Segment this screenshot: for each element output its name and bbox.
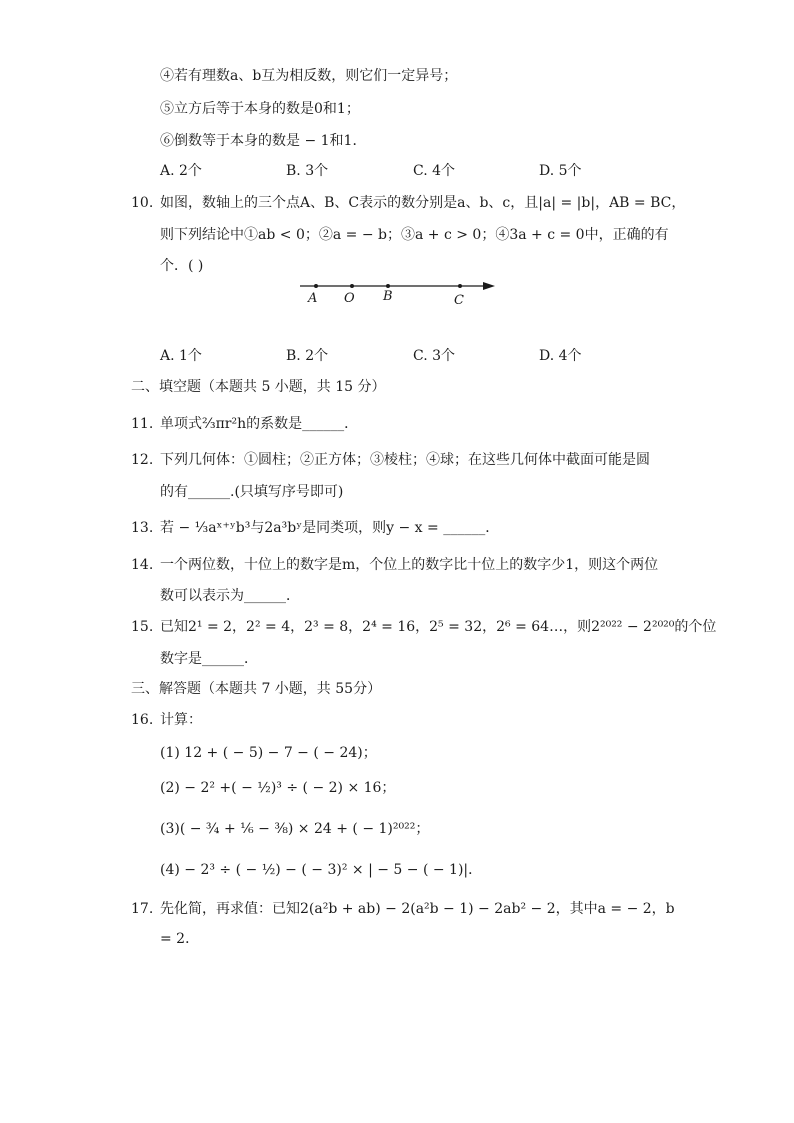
q16-item-3: (3)( − ¾ + ⅙ − ⅜) × 24 + ( − 1)²⁰²²； — [160, 821, 430, 837]
q9-statement-4: ④若有理数a、b互为相反数，则它们一定异号； — [160, 68, 458, 84]
q10-option-c: C. 3个 — [413, 348, 456, 364]
q16-title: 计算： — [160, 712, 202, 728]
q12-line-1: 下列几何体：①圆柱；②正方体；③棱柱；④球；在这些几何体中截面可能是圆 — [160, 452, 650, 468]
q14-number: 14. — [131, 557, 154, 573]
point-b-dot — [386, 284, 390, 288]
q15-line-1: 已知2¹ = 2，2² = 4，2³ = 8，2⁴ = 16，2⁵ = 32，2⁶ = 64…，则2²⁰²² − 2²⁰²⁰的个位 — [160, 619, 717, 635]
q14-line-1: 一个两位数，十位上的数字是m，个位上的数字比十位上的数字少1，则这个两位 — [160, 557, 659, 573]
q9-statement-6: ⑥倒数等于本身的数是 − 1和1． — [160, 133, 367, 149]
q9-statement-5: ⑤立方后等于本身的数是0和1； — [160, 101, 360, 117]
q10-option-b: B. 2个 — [286, 348, 329, 364]
section-solve-heading: 三、解答题（本题共 7 小题，共 55分） — [131, 681, 382, 697]
q13-number: 13. — [131, 520, 154, 536]
q9-option-b: B. 3个 — [286, 163, 329, 179]
q17-number: 17. — [131, 901, 154, 917]
number-line-arrow-icon — [483, 282, 495, 290]
q9-option-a: A. 2个 — [160, 163, 202, 179]
q15-line-2: 数字是______． — [160, 651, 258, 667]
point-a-label: A — [308, 291, 318, 306]
q10-line-2: 则下列结论中①ab < 0；②a = − b；③a + c > 0；④3a + c = 0中，正确的有 — [160, 227, 669, 243]
q16-item-1: (1) 12 + ( − 5) − 7 − ( − 24)； — [160, 745, 377, 761]
number-line-figure — [295, 276, 505, 312]
point-o-label: O — [344, 291, 355, 306]
point-c-label: C — [454, 293, 464, 308]
q11-number: 11. — [131, 416, 154, 432]
q15-number: 15. — [131, 619, 154, 635]
point-b-label: B — [383, 289, 393, 304]
q16-item-2: (2) − 2² +( − ½)³ ÷ ( − 2) × 16； — [160, 780, 396, 796]
q10-number: 10. — [131, 195, 154, 211]
q10-line-3: 个．( ) — [160, 258, 204, 274]
q9-option-d: D. 5个 — [539, 163, 582, 179]
q17-line-1: 先化简，再求值：已知2(a²b + ab) − 2(a²b − 1) − 2ab² − 2，其中a = − 2，b — [160, 901, 675, 917]
q12-number: 12. — [131, 452, 154, 468]
q10-option-a: A. 1个 — [160, 348, 202, 364]
section-fill-in-heading: 二、填空题（本题共 5 小题，共 15 分） — [131, 379, 386, 395]
q16-number: 16. — [131, 712, 154, 728]
q12-line-2: 的有______.(只填写序号即可) — [160, 484, 344, 500]
q13-text: 若 − ⅓aˣ⁺ʸb³与2a³bʸ是同类项，则y − x = ______． — [160, 520, 500, 536]
q9-option-c: C. 4个 — [413, 163, 456, 179]
point-c-dot — [458, 284, 462, 288]
q17-line-2: = 2． — [160, 931, 200, 947]
q10-option-d: D. 4个 — [539, 348, 582, 364]
point-o-dot — [350, 284, 354, 288]
q11-text: 单项式⅔πr²h的系数是______． — [160, 416, 359, 432]
q14-line-2: 数可以表示为______． — [160, 588, 300, 604]
q16-item-4: (4) − 2³ ÷ ( − ½) − ( − 3)² × | − 5 − ( − 1)|． — [160, 862, 483, 878]
point-a-dot — [314, 284, 318, 288]
q10-line-1: 如图，数轴上的三个点A、B、C表示的数分别是a、b、c，且|a| = |b|，AB = BC， — [160, 195, 686, 211]
